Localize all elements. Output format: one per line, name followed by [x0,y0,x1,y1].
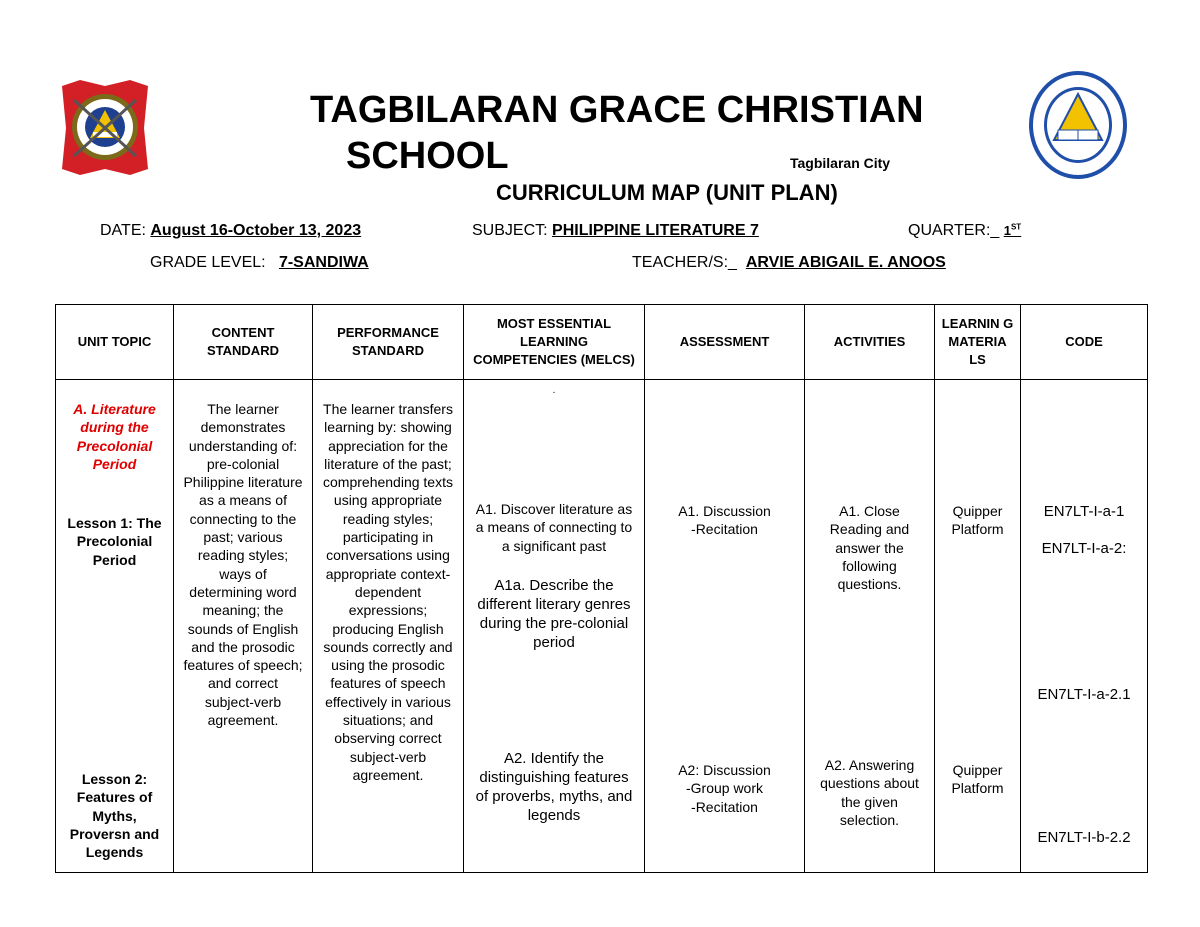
header-performance-standard: PERFORMANCE STANDARD [313,305,464,380]
code-1: EN7LT-I-a-1 [1043,503,1125,520]
activity-a2: A2. Answering questions about the given selection. [820,757,919,828]
cell-performance-standard [313,380,464,873]
performance-standard-text: The learner transfers learning by: showing appreciation for the literature of the past; comprehending texts using appropriate reading styles; participating in conversations using appropriate context-dependent expressions; producing English sounds correctly and using the prosodic features of speech effectively in various situations; and observing correct subject-verb agreement. [323,401,453,783]
code-4: EN7LT-I-b-2.2 [1037,829,1131,846]
teacher-label: TEACHER/S:_ [632,254,737,271]
header-melcs: MOST ESSENTIAL LEARNING COMPETENCIES (MELCS) [464,305,645,380]
grade-level-field [150,254,369,272]
material-2: Quipper Platform [951,762,1004,797]
cell-unit-topic [56,380,174,873]
subject-label: SUBJECT: [472,222,553,239]
date-label: DATE: [100,222,151,239]
city-label: Tagbilaran City [790,155,891,171]
assessment-a1: A1. Discussion -Recitation [678,503,771,538]
quarter-value: 1ST [1003,222,1022,238]
header-code: CODE [1021,305,1148,380]
lesson1-title: Lesson 1: The Precolonial Period [67,515,162,568]
header-content-standard: CONTENT STANDARD [174,305,313,380]
melc-a2: A2. Identify the distinguishing features of proverbs, myths, and legends [475,750,633,824]
subject-field [472,222,759,240]
code-2: EN7LT-I-a-2: [1041,540,1127,557]
unit-section-title: A. Literature during the Precolonial Period [73,401,156,472]
cell-activities [805,380,935,873]
cell-code [1021,380,1148,873]
grade-level-label: GRADE LEVEL: [150,254,266,271]
date-value: August 16-October 13, 2023 [150,222,362,239]
cell-content-standard [174,380,313,873]
melc-a1: A1. Discover literature as a means of connecting to a significant past [475,501,633,554]
grade-level-value: 7-SANDIWA [278,254,369,271]
code-3: EN7LT-I-a-2.1 [1037,686,1131,703]
teacher-field [632,254,946,272]
header-activities: ACTIVITIES [805,305,935,380]
header-unit-topic: UNIT TOPIC [56,305,174,380]
content-standard-text: The learner demonstrates understanding of: pre-colonial Philippine literature as a means of connecting to the past; various reading styles; ways of determining word meaning; the sounds of English and the prosodic features of speech; and correct subject-verb agreement. [183,401,303,729]
cell-learning-materials [935,380,1021,873]
table-row [56,380,1148,873]
curriculum-map-table [55,304,1148,873]
cell-melcs [464,380,645,873]
school-name-line1: TAGBILARAN GRACE CHRISTIAN [310,89,924,131]
document-title: CURRICULUM MAP (UNIT PLAN) [496,180,838,205]
cell-assessment [645,380,805,873]
quarter-field [908,222,1021,240]
teacher-value: ARVIE ABIGAIL E. ANOOS [745,254,946,271]
subject-value: PHILIPPINE LITERATURE 7 [552,222,759,239]
material-1: Quipper Platform [951,503,1004,538]
date-field [100,222,361,240]
lesson2-title: Lesson 2: Features of Myths, Proversn and Legends [69,771,160,861]
activity-a1: A1. Close Reading and answer the following questions. [829,503,910,593]
school-name-line2: SCHOOL [346,135,509,177]
school-seal-right [1028,70,1128,180]
quarter-label: QUARTER:_ [908,222,1000,239]
melcs-dot: . [552,385,556,396]
header-assessment: ASSESSMENT [645,305,805,380]
table-header-row [56,305,1148,380]
school-logo-left [60,80,150,175]
assessment-a2: A2: Discussion -Group work -Recitation [678,762,771,815]
melc-a1a: A1a. Describe the different literary genres during the pre-colonial period [477,577,631,651]
header-learning-materials: LEARNIN G MATERIA LS [935,305,1021,380]
